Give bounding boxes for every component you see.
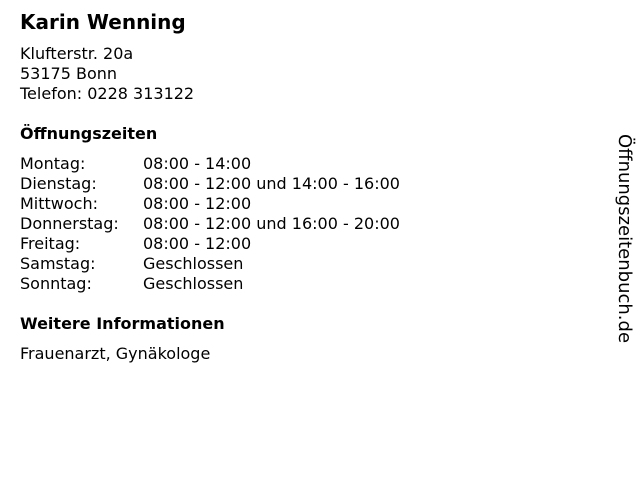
hours-row-friday — [20, 234, 400, 254]
time-value: 08:00 - 12:00 und 14:00 - 16:00 — [143, 174, 400, 193]
hours-row-wednesday — [20, 194, 400, 214]
day-label: Freitag: — [20, 234, 81, 253]
day-label: Montag: — [20, 154, 86, 173]
city: 53175 Bonn — [20, 64, 118, 83]
more-info-heading: Weitere Informationen — [20, 314, 225, 333]
hours-row-tuesday — [20, 174, 400, 194]
phone: Telefon: 0228 313122 — [20, 84, 195, 103]
time-value: 08:00 - 12:00 — [143, 234, 252, 253]
time-value: 08:00 - 12:00 — [143, 194, 252, 213]
day-label: Samstag: — [20, 254, 96, 273]
brand-watermark: Öffnungszeitenbuch.de — [614, 134, 635, 344]
day-label: Dienstag: — [20, 174, 97, 193]
street: Klufterstr. 20a — [20, 44, 134, 63]
hours-row-monday — [20, 154, 400, 174]
time-value: Geschlossen — [143, 254, 244, 273]
day-label: Sonntag: — [20, 274, 92, 293]
category-text: Frauenarzt, Gynäkologe — [20, 344, 211, 363]
time-value: 08:00 - 12:00 und 16:00 - 20:00 — [143, 214, 400, 233]
opening-hours-table — [20, 154, 400, 294]
hours-row-saturday — [20, 254, 400, 274]
hours-row-thursday — [20, 214, 400, 234]
hours-row-sunday — [20, 274, 400, 294]
address-block — [20, 44, 194, 104]
opening-hours-heading: Öffnungszeiten — [20, 124, 158, 143]
day-label: Mittwoch: — [20, 194, 98, 213]
time-value: Geschlossen — [143, 274, 244, 293]
time-value: 08:00 - 14:00 — [143, 154, 252, 173]
day-label: Donnerstag: — [20, 214, 119, 233]
business-name: Karin Wenning — [20, 10, 186, 34]
